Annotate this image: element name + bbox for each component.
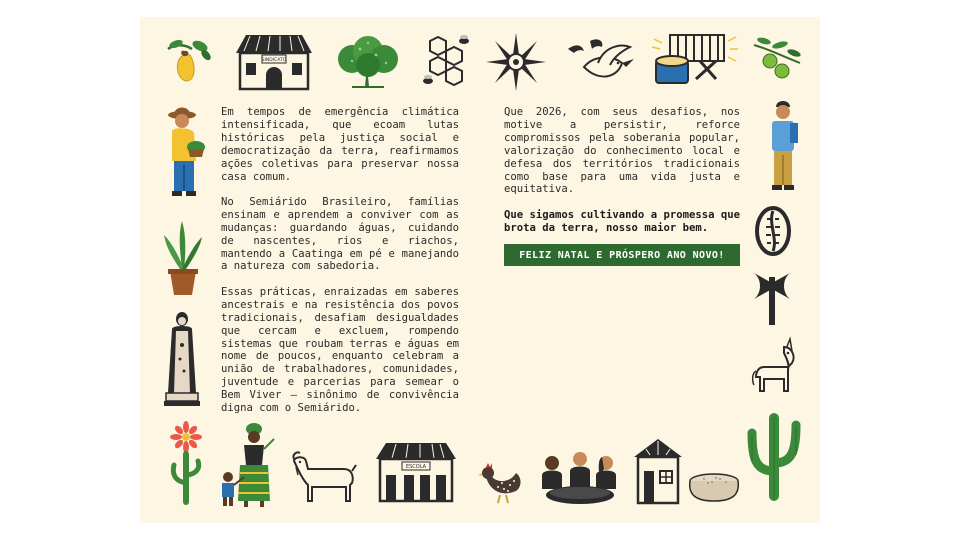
cactus-flower-icon [166, 421, 206, 507]
mandacaru-cactus-icon [746, 411, 802, 503]
sack-icon [686, 469, 742, 503]
saint-statue-icon [160, 311, 204, 407]
olive-branch-icon [750, 35, 804, 83]
school-icon [374, 441, 458, 503]
house-sign: SINDICATO [261, 58, 287, 63]
right-text-column [504, 106, 740, 247]
small-house-icon [632, 437, 684, 505]
goat-icon [290, 449, 358, 505]
people-table-icon [538, 449, 622, 507]
union-house-icon [232, 31, 316, 91]
paragraph-2026: Que 2026, com seus desafios, nos motive a persistir, reforce compromissos pela soberania popular, valorização do conhecimento local e defesa dos territórios tradicionais como base para uma vida justa e equitativa. [504, 106, 740, 196]
young-man-icon [764, 99, 800, 195]
school-sign: ESCOLA [405, 464, 427, 470]
christmas-banner: FELIZ NATAL E PRÓSPERO ANO NOVO! [504, 244, 740, 266]
mother-child-icon [216, 421, 278, 509]
paragraph-climate: Em tempos de emergência climática intensificada, que ecoam lutas históricas pela justiça social e democratização da terra, reafirmamos ações coletivas para preservar nossa casa comum. [221, 106, 459, 183]
cashew-icon [162, 35, 214, 87]
highlight-message: Que sigamos cultivando a promessa que brota da terra, nosso maior bem. [504, 208, 740, 234]
doves-icon [564, 37, 638, 87]
cowrie-shell-icon [754, 205, 792, 257]
axe-icon [750, 269, 794, 327]
accordion-drum-icon [650, 31, 740, 93]
sun-icon [486, 33, 546, 91]
donkey-icon [750, 337, 800, 395]
beehive-icon [418, 33, 474, 89]
left-text-column [221, 106, 459, 427]
hen-icon [476, 461, 524, 505]
greeting-card [140, 17, 820, 523]
paragraph-semiarid: No Semiárido Brasileiro, famílias ensinam e aprendem a conviver com as mudanças: guardando águas, cuidando de nascentes, rios e riachos, mantendo a Caatinga em pé e manejando a natureza com sabedoria. [221, 195, 459, 273]
paragraph-practices: Essas práticas, enraizadas em saberes ancestrais e na resistência dos povos tradicionais, desafiam desigualdades que cercam e excluem, rompendo sistemas que roubam terras e águas em nome de poucos, enquanto celebram a união de trabalhadores, comunidades, juventude e parcerias para semear o Bem Viver — sinônimo de convivência digna com o Semiárido. [221, 285, 459, 415]
farmer-woman-icon [162, 103, 208, 201]
snake-plant-icon [162, 221, 204, 297]
tree-icon [332, 35, 402, 89]
